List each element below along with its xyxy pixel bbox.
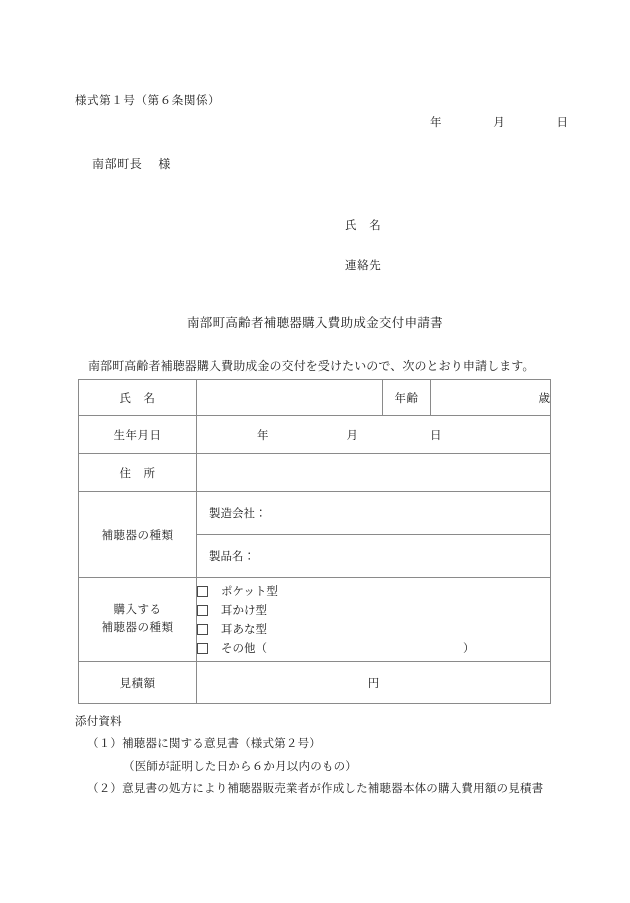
- checkbox-row-behind-ear[interactable]: [197, 601, 550, 620]
- device-type-label: 補聴器の種類: [79, 492, 197, 578]
- maker-label: 製造会社：: [209, 508, 267, 520]
- purchase-type-label-line2: 補聴器の種類: [101, 621, 174, 634]
- attachments-heading: 添付資料: [75, 716, 122, 728]
- date-day-label: 日: [556, 117, 568, 129]
- attachment-item-1-note: （医師が証明した日から６か月以内のもの）: [123, 760, 357, 773]
- product-label: 製品名：: [209, 551, 255, 563]
- table-row-purchase-type: [79, 578, 551, 662]
- maker-input[interactable]: [197, 492, 551, 535]
- checkbox-icon[interactable]: [197, 624, 208, 635]
- form-number: 様式第１号（第６条関係）: [75, 95, 221, 107]
- attachments-section: [75, 711, 543, 801]
- purchase-type-label-line1: 購入する: [113, 603, 162, 616]
- estimate-label: 見積額: [79, 662, 197, 704]
- addressee-line: [92, 155, 171, 172]
- addressee-honorific: 様: [158, 157, 172, 171]
- checkbox-icon[interactable]: [197, 643, 208, 654]
- table-row-name: [79, 380, 551, 416]
- date-line: [430, 114, 568, 130]
- table-row-estimate: [79, 662, 551, 704]
- page-title: 南部町高齢者補聴器購入費助成金交付申請書: [186, 316, 443, 330]
- name-input[interactable]: [197, 380, 383, 416]
- application-table: [78, 379, 551, 704]
- other-close-paren: ）: [463, 643, 475, 655]
- applicant-contact-label: 連絡先: [345, 260, 382, 272]
- birth-day-label: 日: [430, 429, 442, 442]
- name-label: 氏 名: [79, 380, 197, 416]
- birthdate-fields: [197, 427, 550, 443]
- table-row-birthdate: [79, 416, 551, 454]
- applicant-name-label: 氏 名: [345, 220, 382, 232]
- age-input[interactable]: 歳: [431, 380, 551, 416]
- table-row-address: [79, 454, 551, 492]
- birthdate-input[interactable]: [197, 416, 551, 454]
- product-input[interactable]: [197, 535, 551, 578]
- attachment-item-2: （２）意見書の処方により補聴器販売業者が作成した補聴器本体の購入費用額の見積書: [87, 783, 544, 796]
- date-month-label: 月: [493, 117, 505, 129]
- attachment-item-1: （１）補聴器に関する意見書（様式第２号）: [87, 738, 321, 751]
- birth-month-label: 月: [346, 429, 358, 442]
- checkbox-label-behind-ear: 耳かけ型: [221, 605, 267, 617]
- intro-sentence: 南部町高齢者補聴器購入費助成金の交付を受けたいので、次のとおり申請します。: [88, 359, 535, 373]
- checkbox-label-other: その他（: [221, 643, 267, 655]
- address-input[interactable]: [197, 454, 551, 492]
- addressee-name: 南部町長: [92, 157, 143, 171]
- checkbox-label-pocket: ポケット型: [221, 586, 278, 598]
- birth-year-label: 年: [257, 429, 269, 442]
- checkbox-row-pocket[interactable]: [197, 582, 550, 601]
- purchase-type-options: [197, 578, 551, 662]
- date-year-label: 年: [430, 117, 442, 129]
- checkbox-label-in-ear: 耳あな型: [221, 624, 267, 636]
- purchase-type-label: [79, 578, 197, 662]
- address-label: 住 所: [79, 454, 197, 492]
- checkbox-row-in-ear[interactable]: [197, 620, 550, 639]
- checkbox-icon[interactable]: [197, 605, 208, 616]
- checkbox-icon[interactable]: [197, 586, 208, 597]
- estimate-input[interactable]: 円: [197, 662, 551, 704]
- checkbox-row-other[interactable]: [197, 639, 550, 658]
- table-row-device-maker: [79, 492, 551, 535]
- birthdate-label: 生年月日: [79, 416, 197, 454]
- age-label: 年齢: [383, 380, 431, 416]
